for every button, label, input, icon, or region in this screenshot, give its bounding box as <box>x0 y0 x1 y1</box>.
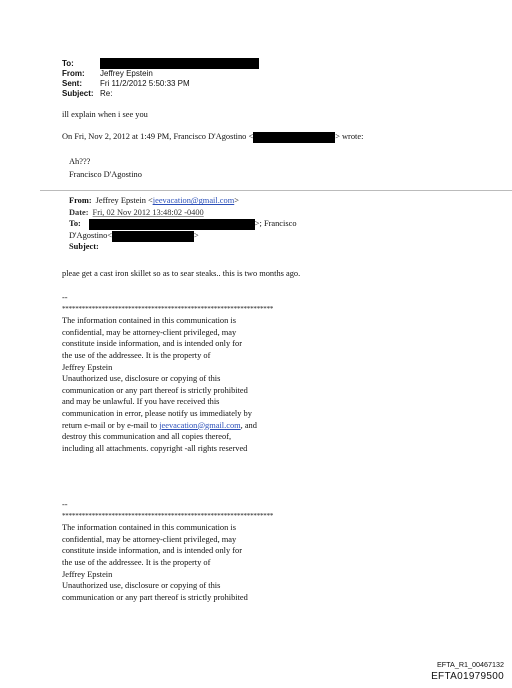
redaction-bar <box>100 58 259 69</box>
sent-label: Sent: <box>62 79 82 88</box>
disclaimer-line: Unauthorized use, disclosure or copying of this <box>62 581 221 591</box>
fwd-to-line2-suffix: > <box>194 230 199 240</box>
redaction-bar <box>253 132 335 143</box>
fwd-from-email-link[interactable]: jeevacation@gmail.com <box>152 196 235 206</box>
fwd-to-suffix: >; Francisco <box>254 219 297 229</box>
redaction-bar <box>112 231 194 242</box>
disclaimer-email-prefix: return e-mail or by e-mail to <box>62 420 160 430</box>
disclaimer-line: communication or any part thereof is strictly prohibited <box>62 385 248 395</box>
to-label: To: <box>62 59 74 68</box>
forwarded-header <box>69 196 297 254</box>
fwd-from-row <box>69 196 297 208</box>
fwd-to-label: To: <box>69 219 81 229</box>
footer-id-small: EFTA_R1_00467132 <box>437 660 504 669</box>
disclaimer-line: confidential, may be attorney-client privileged, may <box>62 534 237 544</box>
disclaimer-line: constitute inside information, and is intended only for <box>62 546 243 556</box>
fwd-subject-label: Subject: <box>69 242 99 252</box>
attribution-suffix: > wrote: <box>335 132 364 141</box>
footer-id-large: EFTA01979500 <box>431 671 504 682</box>
email-header <box>62 59 259 99</box>
disclaimer-email-link[interactable]: jeevacation@gmail.com <box>159 420 241 430</box>
to-row <box>62 59 259 69</box>
disclaimer-line: including all attachments. copyright -all rights reserved <box>62 443 248 453</box>
disclaimer-block <box>62 292 273 454</box>
from-label: From: <box>62 69 85 78</box>
disclaimer-line: communication in error, please notify us immediately by <box>62 408 252 418</box>
disclaimer-block-2 <box>62 499 273 603</box>
disclaimer-line: and may be unlawful. If you have received this <box>62 397 220 407</box>
fwd-to-line2-prefix: D'Agostino< <box>69 230 112 240</box>
quoted-attribution <box>62 131 363 144</box>
disclaimer-line: the use of the addressee. It is the property of <box>62 557 211 567</box>
asterisk-divider: **************************************************************** <box>62 304 274 313</box>
sent-value: Fri 11/2/2012 5:50:33 PM <box>100 79 190 88</box>
message-body: pleae get a cast iron skillet so as to sear steaks.. this is two months ago. <box>62 269 301 278</box>
redaction-bar <box>89 219 255 230</box>
disclaimer-line: constitute inside information, and is intended only for <box>62 339 243 349</box>
divider <box>40 190 512 191</box>
from-value: Jeffrey Epstein <box>100 69 153 78</box>
signature-dash: -- <box>62 293 68 302</box>
sent-row <box>62 79 259 89</box>
disclaimer-line: Jeffrey Epstein <box>62 569 113 579</box>
fwd-date-label: Date: <box>69 207 89 217</box>
disclaimer-line: The information contained in this communication is <box>62 316 236 326</box>
disclaimer-email-line <box>62 420 273 432</box>
attribution-prefix: On Fri, Nov 2, 2012 at 1:49 PM, Francisco D'Agostino < <box>62 132 254 141</box>
disclaimer-line: the use of the addressee. It is the property of <box>62 350 211 360</box>
fwd-from-close: > <box>234 196 239 206</box>
fwd-from-label: From: <box>69 196 92 206</box>
fwd-subject-row <box>69 242 297 254</box>
disclaimer-email-suffix: , and <box>240 420 257 430</box>
fwd-date-value: Fri, 02 Nov 2012 13:48:02 -0400 <box>92 207 204 217</box>
disclaimer-line: communication or any part thereof is strictly prohibited <box>62 592 248 602</box>
subject-value: Re: <box>100 89 113 98</box>
signature-dash: -- <box>62 500 68 509</box>
reply-text: ill explain when i see you <box>62 110 148 119</box>
disclaimer-line: confidential, may be attorney-client privileged, may <box>62 327 237 337</box>
subject-row <box>62 89 259 99</box>
fwd-to-row-2 <box>69 231 297 243</box>
quoted-message <box>69 156 142 181</box>
subject-label: Subject: <box>62 89 94 98</box>
disclaimer-line: destroy this communication and all copies thereof, <box>62 432 232 442</box>
disclaimer-line: Jeffrey Epstein <box>62 362 113 372</box>
quoted-line: Ah??? <box>69 157 91 166</box>
fwd-to-row <box>69 219 297 231</box>
quoted-signature: Francisco D'Agostino <box>69 169 142 179</box>
asterisk-divider: **************************************************************** <box>62 511 274 520</box>
fwd-from-name: Jeffrey Epstein < <box>95 196 153 206</box>
fwd-date-row <box>69 208 297 220</box>
disclaimer-line: The information contained in this communication is <box>62 523 236 533</box>
from-row <box>62 69 259 79</box>
disclaimer-line: Unauthorized use, disclosure or copying of this <box>62 374 221 384</box>
